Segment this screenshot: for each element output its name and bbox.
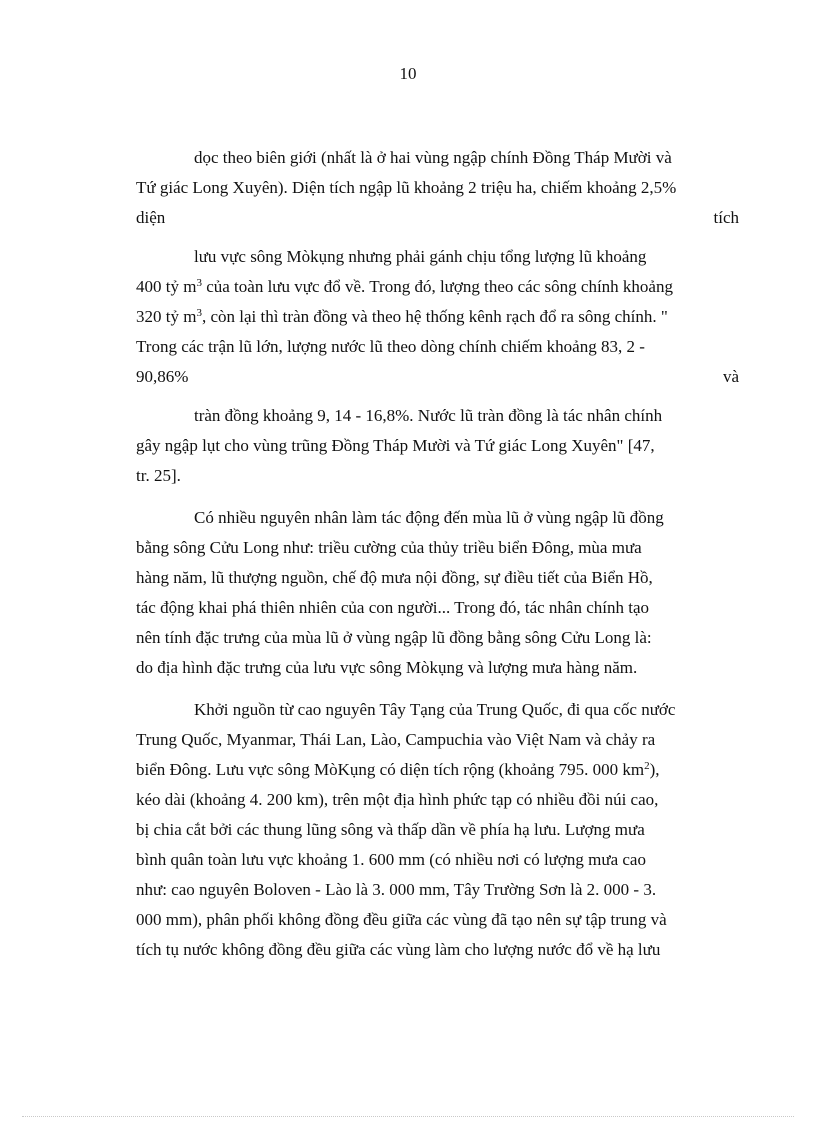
paragraph-4 [136, 503, 739, 683]
text-line: Trung Quốc, Myanmar, Thái Lan, Lào, Campuchia vào Việt Nam và chảy ra [136, 730, 656, 749]
text-line [136, 302, 739, 332]
text-fragment: 400 tỷ m [136, 277, 197, 296]
page-bottom-rule [22, 1116, 794, 1117]
text-line: như: cao nguyên Boloven - Lào là 3. 000 mm, Tây Trường Sơn là 2. 000 - 3. [136, 880, 657, 899]
text-line: Trong các trận lũ lớn, lượng nước lũ theo dòng chính chiếm khoảng 83, 2 - [136, 337, 645, 356]
text-line [136, 203, 739, 233]
text-line: do địa hình đặc trưng của lưu vực sông Mòkụng và lượng mưa hàng năm. [136, 658, 638, 677]
document-body [136, 143, 739, 965]
superscript: 3 [196, 277, 202, 289]
text-line: hàng năm, lũ thượng nguồn, chế độ mưa nội đồng, sự điều tiết của Biển Hồ, [136, 568, 653, 587]
paragraph-2 [136, 242, 739, 392]
text-line: bị chia cắt bởi các thung lũng sông và thấp dần về phía hạ lưu. Lượng mưa [136, 820, 645, 839]
paragraph-5 [136, 695, 739, 965]
text-line: lưu vực sông Mòkụng nhưng phải gánh chịu tổng lượng lũ khoảng [194, 247, 647, 266]
text-line: tác động khai phá thiên nhiên của con người... Trong đó, tác nhân chính tạo [136, 598, 649, 617]
text-line: tràn đồng khoảng 9, 14 - 16,8%. Nước lũ tràn đồng là tác nhân chính [194, 406, 663, 425]
superscript: 3 [196, 307, 202, 319]
text-fragment: , còn lại thì tràn đồng và theo hệ thống kênh rạch đổ ra sông chính. " [201, 307, 668, 326]
text-fragment: 90,86% [136, 367, 189, 386]
text-line: Tứ giác Long Xuyên). Diện tích ngập lũ khoảng 2 triệu ha, chiếm khoảng 2,5% [136, 178, 677, 197]
paragraph-1 [136, 143, 739, 233]
text-fragment: của toàn lưu vực đổ về. Trong đó, lượng theo các sông chính khoảng [201, 277, 673, 296]
text-line: 000 mm), phân phối không đồng đều giữa các vùng đã tạo nên sự tập trung và [136, 910, 667, 929]
text-fragment: 320 tỷ m [136, 307, 197, 326]
text-line: gây ngập lụt cho vùng trũng Đồng Tháp Mười và Tứ giác Long Xuyên" [47, [136, 436, 655, 455]
text-fragment: và [722, 367, 739, 386]
text-fragment: tích [713, 208, 739, 227]
superscript: 2 [644, 760, 650, 772]
page-number: 10 [399, 64, 417, 83]
text-fragment: biển Đông. Lưu vực sông MòKụng có diện tích rộng (khoảng 795. 000 km [136, 760, 645, 779]
text-line [136, 755, 739, 785]
text-fragment: diện [136, 208, 166, 227]
paragraph-3 [136, 401, 739, 491]
text-line: dọc theo biên giới (nhất là ở hai vùng ngập chính Đồng Tháp Mười và [194, 148, 672, 167]
text-line: kéo dài (khoảng 4. 200 km), trên một địa hình phức tạp có nhiều đồi núi cao, [136, 790, 659, 809]
text-line [136, 272, 739, 302]
text-line: Khởi nguồn từ cao nguyên Tây Tạng của Trung Quốc, đi qua cốc nước [194, 700, 676, 719]
text-line: nên tính đặc trưng của mùa lũ ở vùng ngập lũ đồng bằng sông Cửu Long là: [136, 628, 652, 647]
text-line [136, 362, 739, 392]
text-line: bằng sông Cửu Long như: triều cường của thủy triều biển Đông, mùa mưa [136, 538, 642, 557]
text-fragment: ), [649, 760, 660, 779]
text-line: tích tụ nước không đồng đều giữa các vùng làm cho lượng nước đổ về hạ lưu [136, 940, 661, 959]
text-line: tr. 25]. [136, 466, 181, 485]
text-line: bình quân toàn lưu vực khoảng 1. 600 mm (có nhiều nơi có lượng mưa cao [136, 850, 646, 869]
text-line: Có nhiều nguyên nhân làm tác động đến mùa lũ ở vùng ngập lũ đồng [194, 508, 664, 527]
